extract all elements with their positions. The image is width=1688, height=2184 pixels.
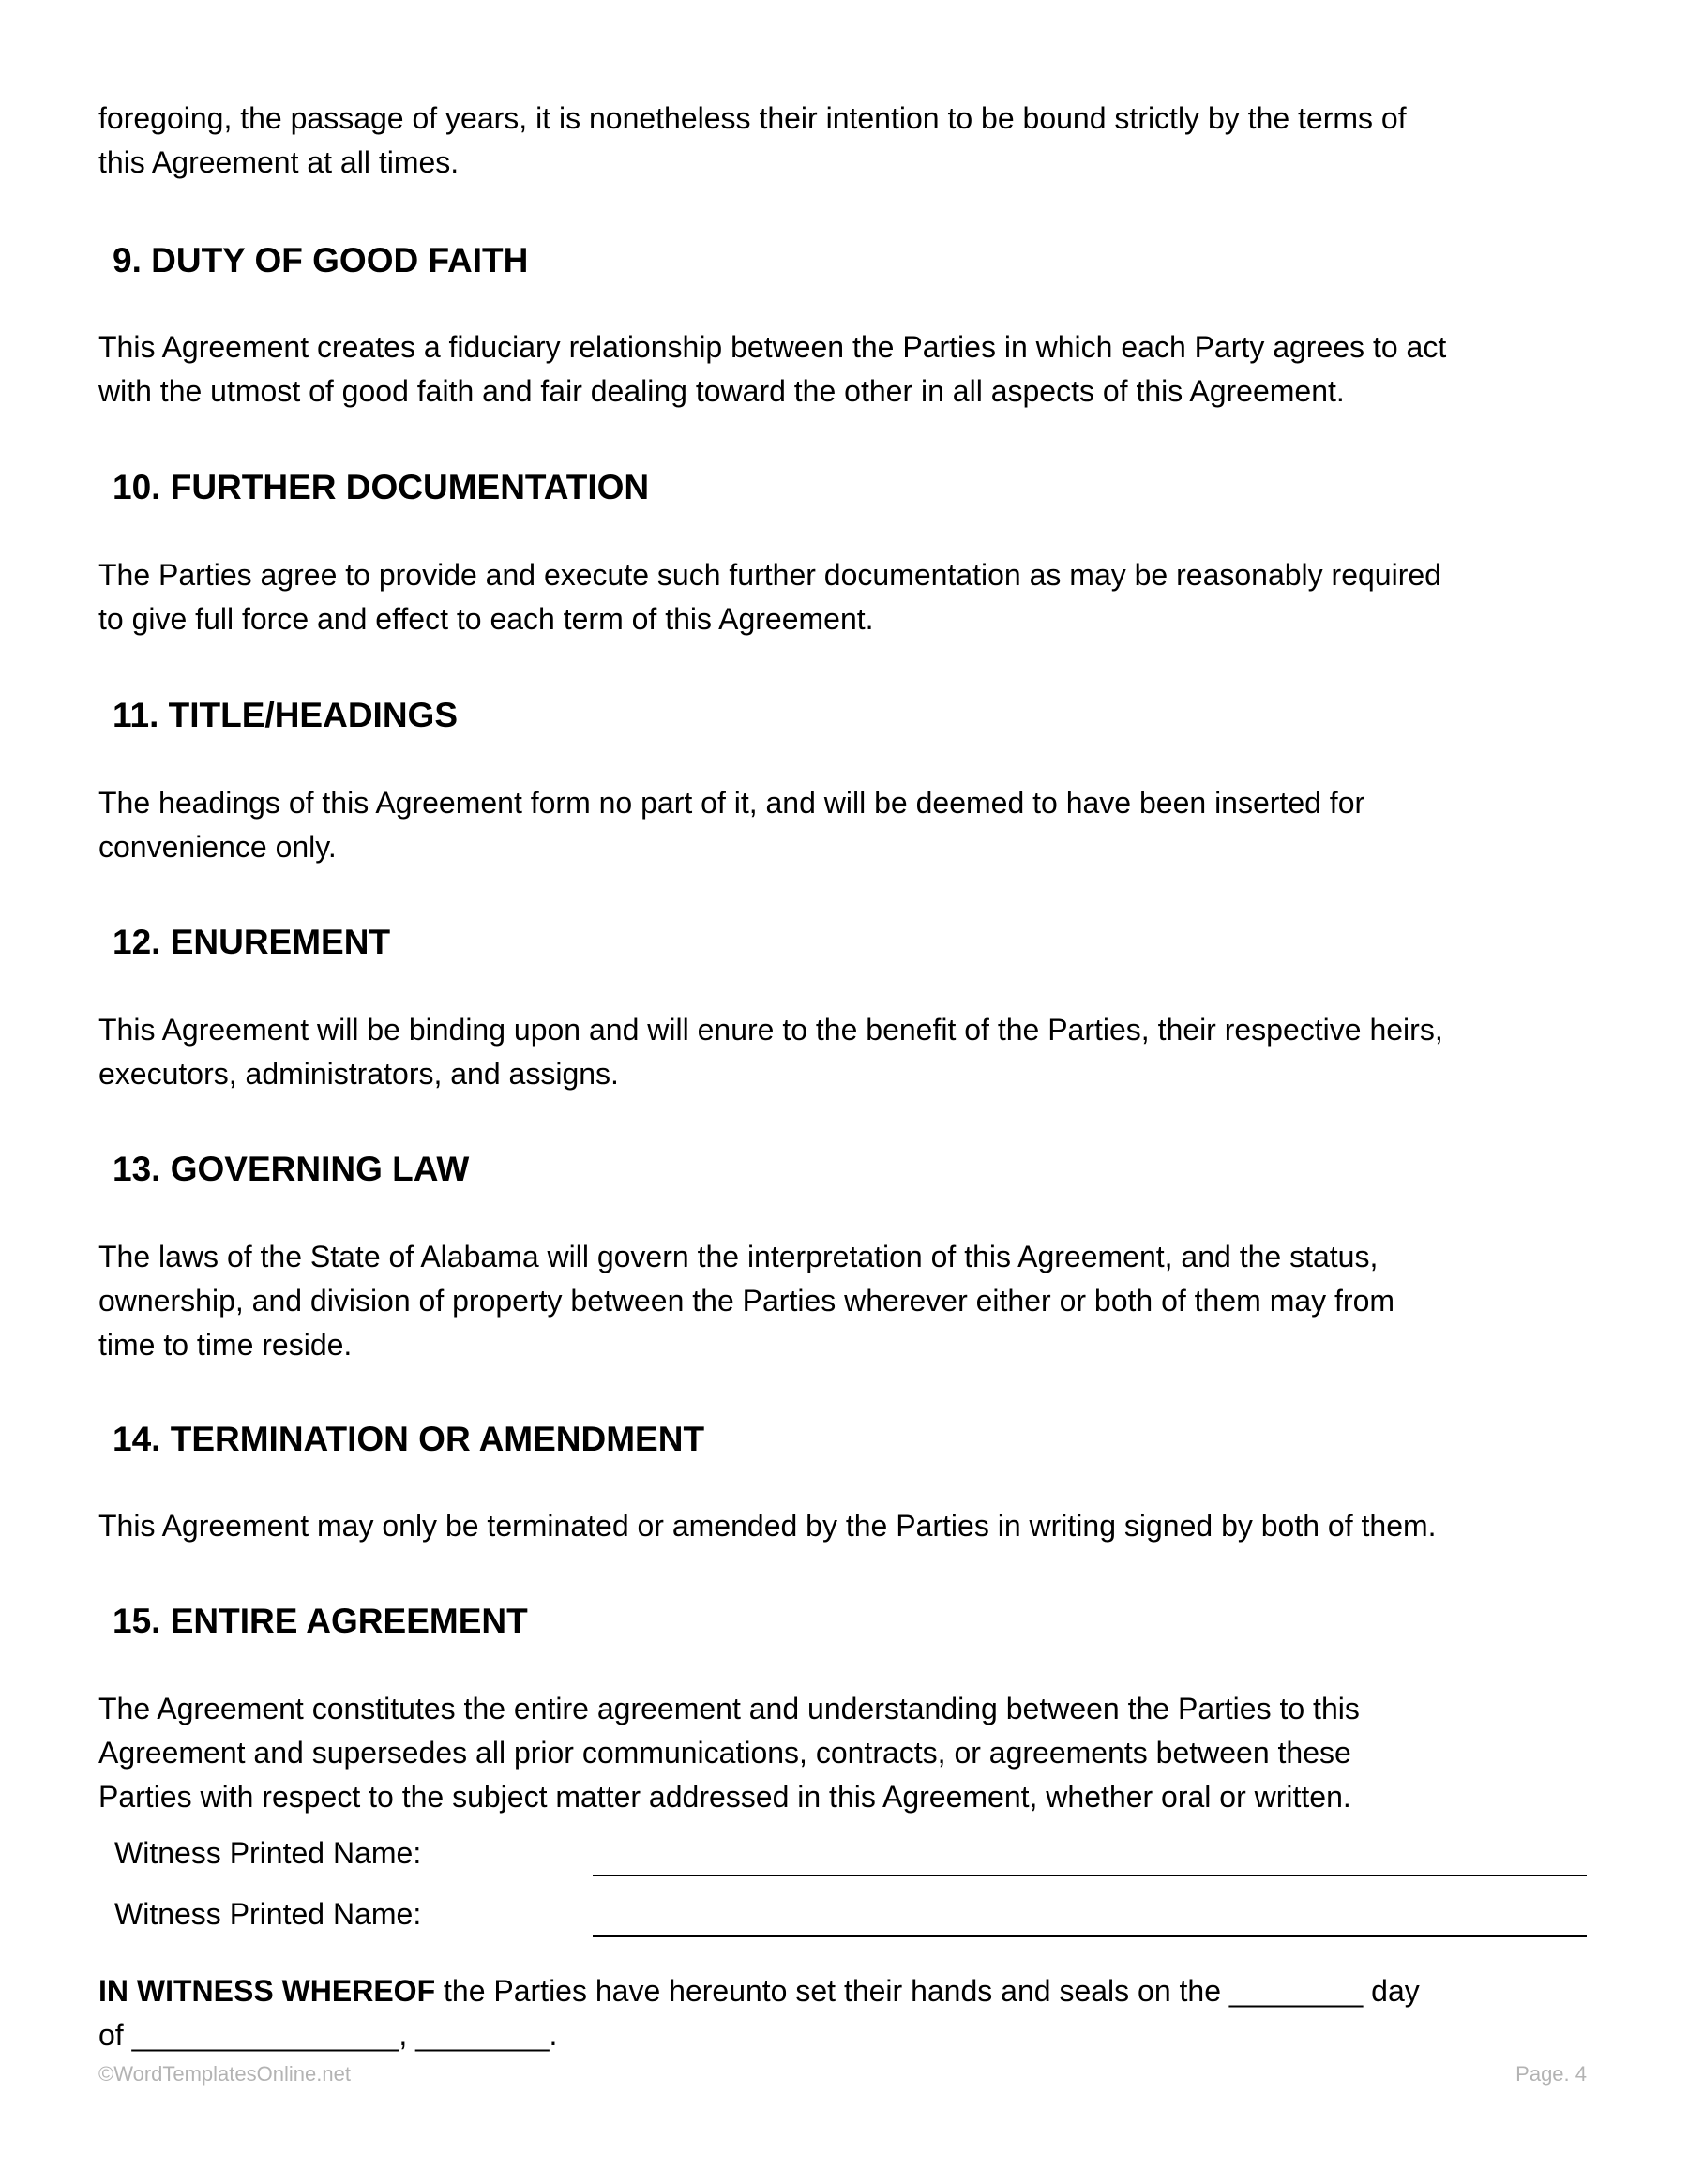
section-15-line-2: Agreement and supersedes all prior communications, contracts, or agreements between these bbox=[98, 1736, 1351, 1770]
witness-label-1: Witness Printed Name: bbox=[114, 1836, 422, 1870]
section-9-heading: 9. DUTY OF GOOD FAITH bbox=[113, 241, 529, 279]
in-witness-line-1: the Parties have hereunto set their hands and seals on the ________ day bbox=[435, 1974, 1420, 2008]
section-9-body bbox=[98, 325, 1599, 414]
section-11-line-2: convenience only. bbox=[98, 830, 337, 864]
section-15-heading: 15. ENTIRE AGREEMENT bbox=[113, 1602, 528, 1640]
witness-row-2 bbox=[114, 1892, 1587, 1937]
section-13-line-1: The laws of the State of Alabama will govern the interpretation of this Agreement, and the status, bbox=[98, 1240, 1379, 1273]
section-12-body bbox=[98, 1008, 1599, 1096]
section-14-heading: 14. TERMINATION OR AMENDMENT bbox=[113, 1420, 705, 1458]
intro-line-1: foregoing, the passage of years, it is nonetheless their intention to be bound strictly by the terms of bbox=[98, 101, 1407, 135]
section-9-line-2: with the utmost of good faith and fair dealing toward the other in all aspects of this Agreement. bbox=[98, 374, 1345, 408]
section-15-line-1: The Agreement constitutes the entire agreement and understanding between the Parties to this bbox=[98, 1692, 1360, 1725]
section-10-line-2: to give full force and effect to each term of this Agreement. bbox=[98, 602, 874, 636]
section-15-body bbox=[98, 1687, 1599, 1819]
section-14-body bbox=[98, 1504, 1599, 1548]
section-12-line-2: executors, administrators, and assigns. bbox=[98, 1057, 619, 1091]
witness-signature-line-1[interactable] bbox=[593, 1875, 1587, 1876]
section-11-heading: 11. TITLE/HEADINGS bbox=[113, 696, 459, 734]
section-13-heading: 13. GOVERNING LAW bbox=[113, 1150, 470, 1188]
section-13-line-2: ownership, and division of property between the Parties wherever either or both of them may from bbox=[98, 1284, 1395, 1318]
section-11-body bbox=[98, 781, 1599, 869]
footer-copyright: ©WordTemplatesOnline.net bbox=[98, 2062, 351, 2086]
section-9-line-1: This Agreement creates a fiduciary relationship between the Parties in which each Party agrees to act bbox=[98, 330, 1447, 364]
footer-page-number: Page. 4 bbox=[1515, 2062, 1587, 2086]
intro-line-2: this Agreement at all times. bbox=[98, 145, 460, 179]
witness-signature-line-2[interactable] bbox=[593, 1935, 1587, 1937]
in-witness-lead: IN WITNESS WHEREOF bbox=[98, 1974, 436, 2008]
section-10-body bbox=[98, 553, 1599, 641]
intro-paragraph bbox=[98, 97, 1599, 185]
in-witness-clause bbox=[98, 1969, 1599, 2057]
section-15-line-3: Parties with respect to the subject matter addressed in this Agreement, whether oral or written. bbox=[98, 1780, 1351, 1814]
section-10-line-1: The Parties agree to provide and execute such further documentation as may be reasonably required bbox=[98, 558, 1441, 592]
witness-label-2: Witness Printed Name: bbox=[114, 1897, 422, 1931]
section-10-heading: 10. FURTHER DOCUMENTATION bbox=[113, 468, 650, 506]
section-12-heading: 12. ENUREMENT bbox=[113, 923, 391, 961]
section-11-line-1: The headings of this Agreement form no part of it, and will be deemed to have been inserted for bbox=[98, 786, 1365, 820]
section-13-line-3: time to time reside. bbox=[98, 1328, 353, 1362]
section-14-line-1: This Agreement may only be terminated or amended by the Parties in writing signed by both of them. bbox=[98, 1509, 1437, 1543]
witness-row-1 bbox=[114, 1831, 1587, 1876]
in-witness-line-2: of ________________, ________. bbox=[98, 2018, 558, 2052]
section-13-body bbox=[98, 1235, 1599, 1367]
section-12-line-1: This Agreement will be binding upon and will enure to the benefit of the Parties, their respective heirs, bbox=[98, 1013, 1443, 1047]
